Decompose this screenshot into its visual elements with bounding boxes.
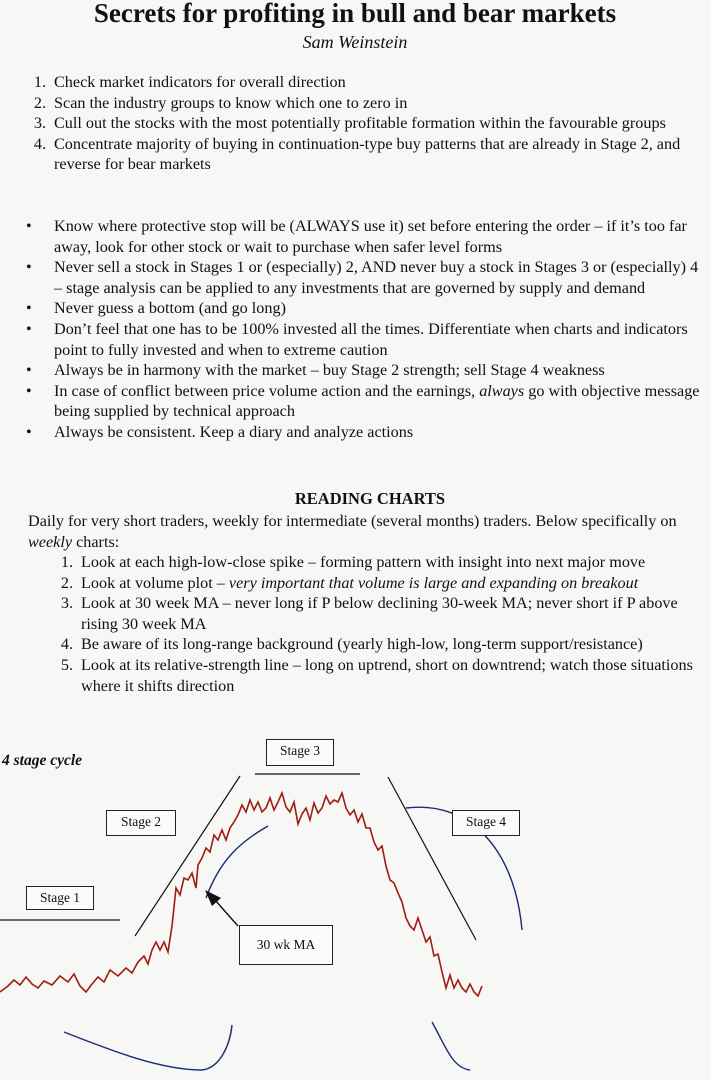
stage2-trend-line: [135, 776, 240, 936]
list-item: • Never sell a stock in Stages 1 or (especially) 2, AND never buy a stock in Stages 3 or (especially) 4 – stage analysis can be applied to any investments that are governed by supply and demand: [26, 258, 699, 297]
list-item: • Don’t feel that one has to be 100% invested all the times. Differentiate when charts and indicators point to fully invested and when to extreme caution: [26, 319, 688, 359]
cycle-label: 4 stage cycle: [2, 752, 83, 769]
list-item: 3. Look at 30 week MA – never long if P below declining 30-week MA; never short if P above rising 30 week MA: [60, 594, 678, 633]
ma-curve-bottom-left: [64, 1025, 232, 1070]
list-item: • Never guess a bottom (and go long): [26, 299, 286, 318]
chart-steps-list: [60, 552, 706, 696]
list-item: 1. Check market indicators for overall direction: [33, 73, 346, 91]
stage4-trend-line: [388, 777, 476, 940]
list-item: 2. Look at volume plot – very important that volume is large and expanding on breakout: [60, 573, 639, 592]
document-title: Secrets for profiting in bull and bear markets: [93, 0, 617, 28]
list-item: 1. Look at each high-low-close spike – forming pattern with insight into next major move: [60, 553, 646, 571]
ma-label-box: 30 wk MA: [239, 925, 333, 965]
list-item: • Know where protective stop will be (ALWAYS use it) set before entering the order – if it’s too far away, look for other stock or wait to purchase when safer level forms: [26, 217, 687, 256]
list-item: 3. Cull out the stocks with the most potentially profitable formation within the favourable groups: [33, 114, 666, 133]
ma-curve-bottom-right: [432, 1022, 470, 1070]
section-intro: Daily for very short traders, weekly for intermediate (several months) traders. Below specifically on weekly charts:: [28, 512, 677, 551]
list-item: 4. Concentrate majority of buying in continuation-type buy patterns that are already in Stage 2, and reverse for bear markets: [33, 134, 681, 174]
list-item: • In case of conflict between price volume action and the earnings, always go with objective message being supplied by technical approach: [26, 381, 700, 421]
document-author: Sam Weinstein: [302, 32, 408, 52]
stage1-box: Stage 1: [26, 886, 94, 910]
stage-cycle-figure: [0, 730, 710, 1080]
list-item: 5. Look at its relative-strength line – long on uptrend, short on downtrend; watch those situations where it shifts direction: [60, 655, 693, 695]
section-heading: READING CHARTS: [294, 489, 446, 508]
stage4-box: Stage 4: [452, 810, 520, 836]
stage2-box: Stage 2: [106, 810, 176, 836]
ma-arrow-shaft: [215, 900, 238, 926]
list-item: 4. Be aware of its long-range background (yearly high-low, long-term support/resistance): [60, 635, 643, 654]
list-item: • Always be consistent. Keep a diary and analyze actions: [26, 422, 414, 441]
steps-list: [33, 72, 704, 175]
stage-cycle-diagram: [0, 730, 710, 1080]
list-item: • Always be in harmony with the market – buy Stage 2 strength; sell Stage 4 weakness: [26, 361, 605, 380]
stage3-box: Stage 3: [266, 739, 334, 766]
list-item: 2. Scan the industry groups to know which one to zero in: [33, 93, 408, 112]
rules-list: [26, 216, 709, 443]
